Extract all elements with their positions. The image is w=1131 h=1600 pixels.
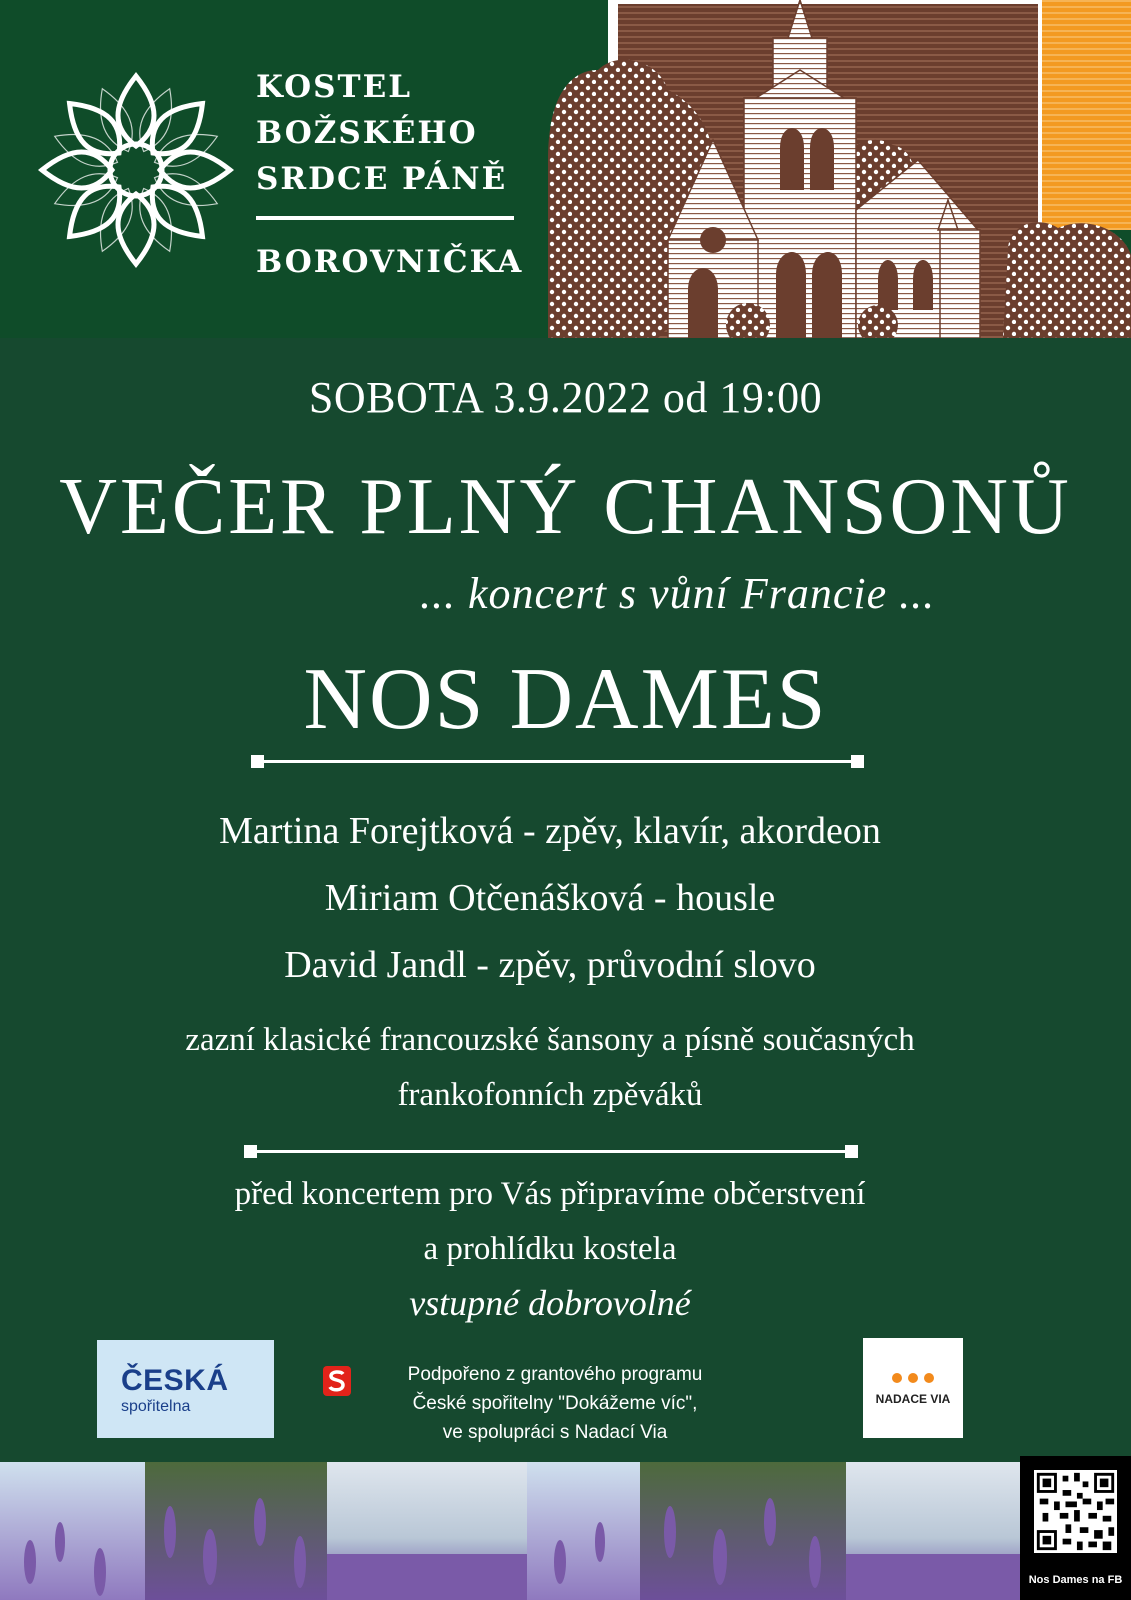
qr-code-icon[interactable]: [1034, 1470, 1117, 1553]
header-divider: [256, 216, 514, 220]
via-name: NADACE VIA: [875, 1392, 951, 1406]
via-dots-icon: [891, 1372, 935, 1384]
refreshment-note: [0, 1167, 1100, 1277]
performer-line: David Jandl - zpěv, průvodní slovo: [284, 944, 816, 986]
event-subtitle: ... koncert s vůní Francie ...: [420, 569, 936, 618]
qr-code-box[interactable]: [1020, 1456, 1131, 1600]
event-date: SOBOTA 3.9.2022 od 19:00: [308, 373, 823, 422]
performer-line: Miriam Otčenášková - housle: [324, 877, 776, 919]
ceska-name: ČESKÁ: [121, 1364, 229, 1397]
church-illustration: [548, 0, 1131, 338]
refreshment-line: a prohlídku kostela: [423, 1231, 677, 1267]
program-line: zazní klasické francouzské šansony a písně současných: [185, 1022, 915, 1058]
divider-top: [257, 760, 858, 763]
support-line: Podpořeno z grantového programu: [407, 1364, 703, 1385]
program-description: [0, 1013, 1100, 1123]
performer-list: [0, 798, 1100, 999]
lavender-photo-strip: [0, 1462, 1020, 1600]
entry-fee: vstupné dobrovolné: [409, 1283, 691, 1323]
refreshment-line: před koncertem pro Vás připravíme občerstvení: [234, 1176, 866, 1212]
header-banner: [0, 0, 1131, 338]
program-line: frankofonních zpěváků: [397, 1077, 703, 1113]
village-name: BOROVNIČKA: [256, 244, 524, 280]
band-name: NOS DAMES: [303, 651, 828, 748]
support-line: ve spolupráci s Nadací Via: [442, 1422, 668, 1443]
qr-caption: Nos Dames na FB: [1028, 1574, 1123, 1586]
ceska-sporitelna-logo: [97, 1340, 274, 1438]
church-name-line: BOŽSKÉHO: [256, 115, 478, 151]
church-name-line: SRDCE PÁNĚ: [256, 161, 508, 197]
ceska-s-icon: [323, 1366, 351, 1396]
nadace-via-logo: [863, 1338, 963, 1438]
performer-line: Martina Forejtková - zpěv, klavír, akordeon: [219, 810, 881, 852]
ceska-subtitle: spořitelna: [121, 1398, 191, 1415]
event-title: VEČER PLNÝ CHANSONŮ: [59, 463, 1072, 551]
church-name: [256, 64, 507, 202]
flower-mandala-icon: [36, 70, 236, 270]
church-name-line: KOSTEL: [256, 69, 412, 105]
divider-bottom: [250, 1150, 852, 1153]
support-text: [355, 1360, 755, 1447]
support-line: České spořitelny "Dokážeme víc",: [412, 1393, 698, 1414]
